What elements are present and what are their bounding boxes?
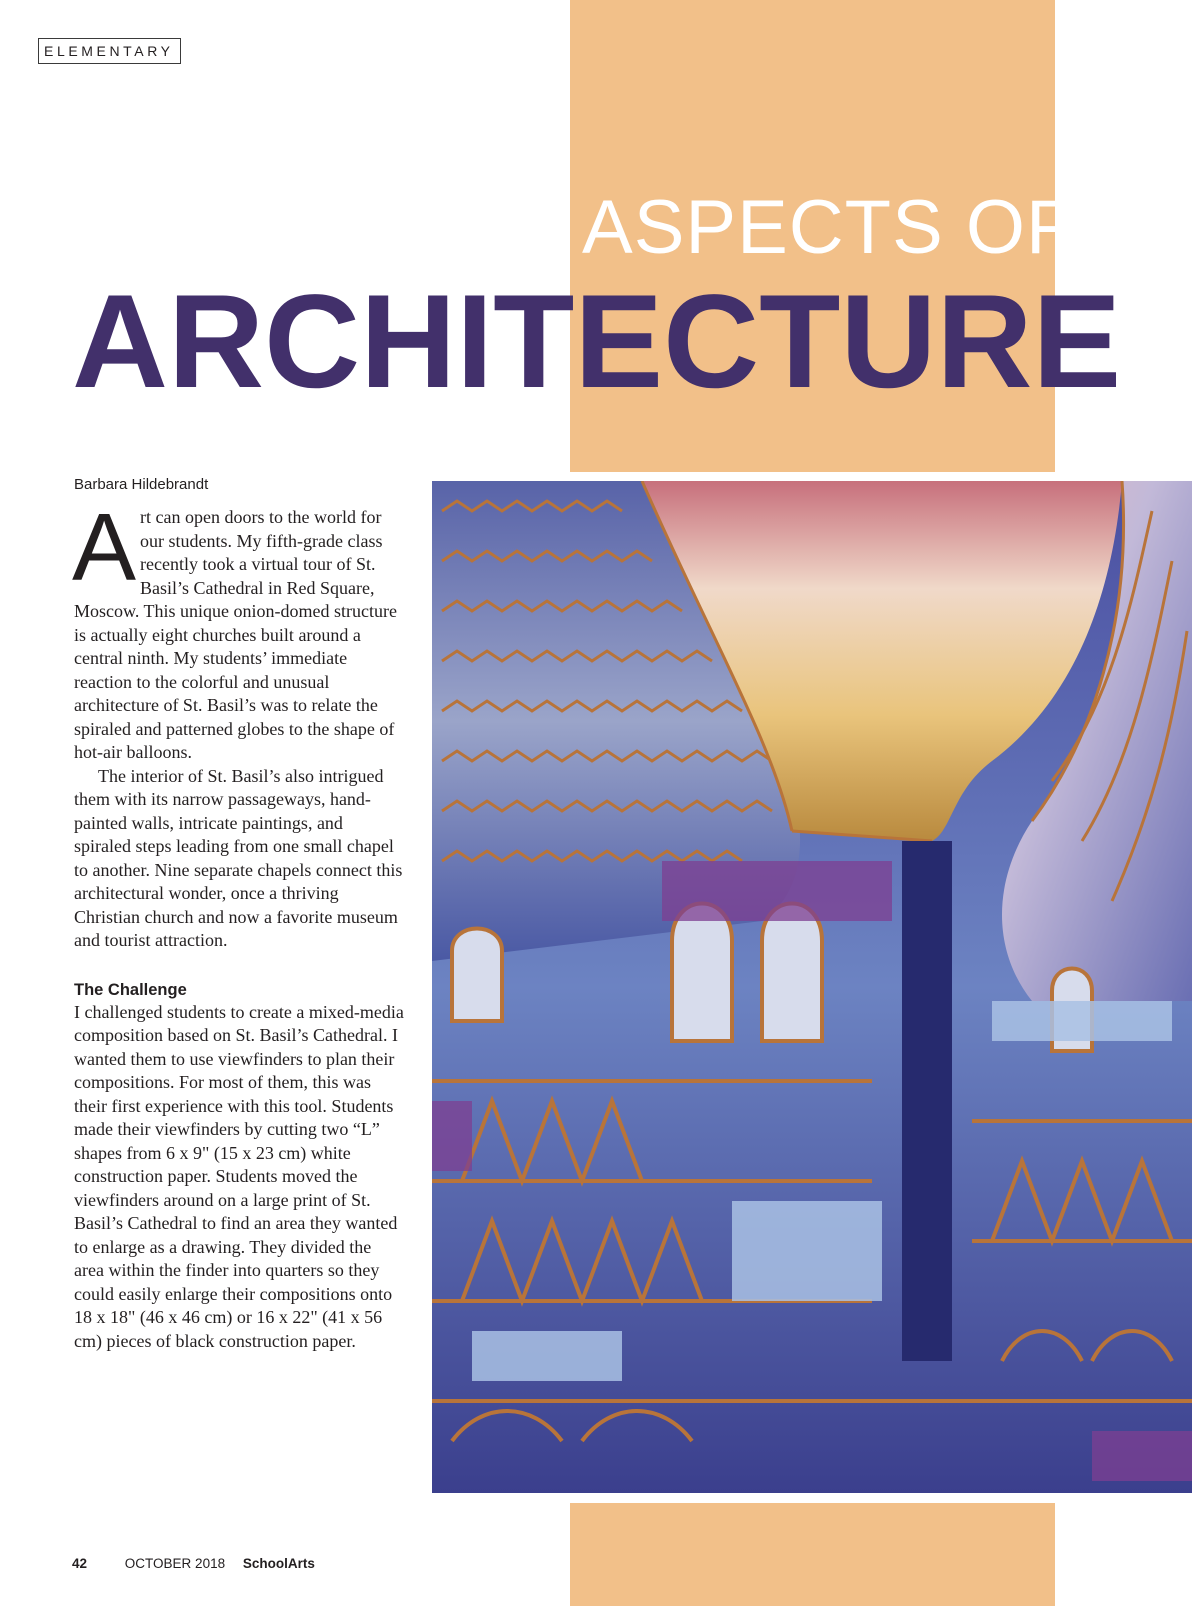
student-artwork-image xyxy=(432,481,1192,1493)
drop-cap: A xyxy=(72,494,137,601)
page-number: 42 xyxy=(72,1556,88,1571)
paragraph-1-text: rt can open doors to the world for our students. My fifth-grade class recently took a virtual tour of St. Basil’s Cathedral in Red Square, Moscow. This unique onion-domed structure is actually eight churches built around a central ninth. My students’ immediate reaction to the colorful and unusual architecture of St. Basil’s was to relate the spiraled and patterned globes to the shape of hot-air balloons. xyxy=(74,507,397,762)
paragraph-2: The interior of St. Basil’s also intrigued them with its narrow passageways, hand-painted walls, intricate paintings, and spiraled steps leading from one small chapel to another. Nine separate chapels connect this architectural wonder, once a thriving Christian church and now a favorite museum and tourist attraction. xyxy=(74,765,403,950)
section-subhead: The Challenge xyxy=(74,980,187,999)
page-footer xyxy=(72,1556,315,1576)
magazine-name: SchoolArts xyxy=(242,1556,315,1571)
peach-color-block-bottom xyxy=(570,1503,1055,1606)
paragraph-1 xyxy=(72,494,404,765)
issue-date: OCTOBER 2018 xyxy=(124,1556,226,1571)
article-body xyxy=(72,494,404,1353)
title-line-2: ARCHITECTURE xyxy=(72,268,1122,416)
title-line-1: ASPECTS OF xyxy=(582,185,1074,270)
section-tag: ELEMENTARY xyxy=(38,38,181,64)
author-byline: Barbara Hildebrandt xyxy=(74,476,209,493)
paragraph-3: I challenged students to create a mixed-media composition based on St. Basil’s Cathedral. I wanted them to use viewfinders to plan their compositions. For most of them, this was their first experience with this tool. Students made their viewfinders by cutting two “L” shapes from 6 x 9" (15 x 23 cm) white construction paper. Students moved the viewfinders around on a large print of St. Basil’s Cathedral to find an area they wanted to enlarge as a drawing. They divided the area within the finder into quarters so they could easily enlarge their compositions onto 18 x 18" (46 x 46 cm) or 16 x 22" (41 x 56 cm) pieces of black construction paper. xyxy=(74,1001,404,1351)
